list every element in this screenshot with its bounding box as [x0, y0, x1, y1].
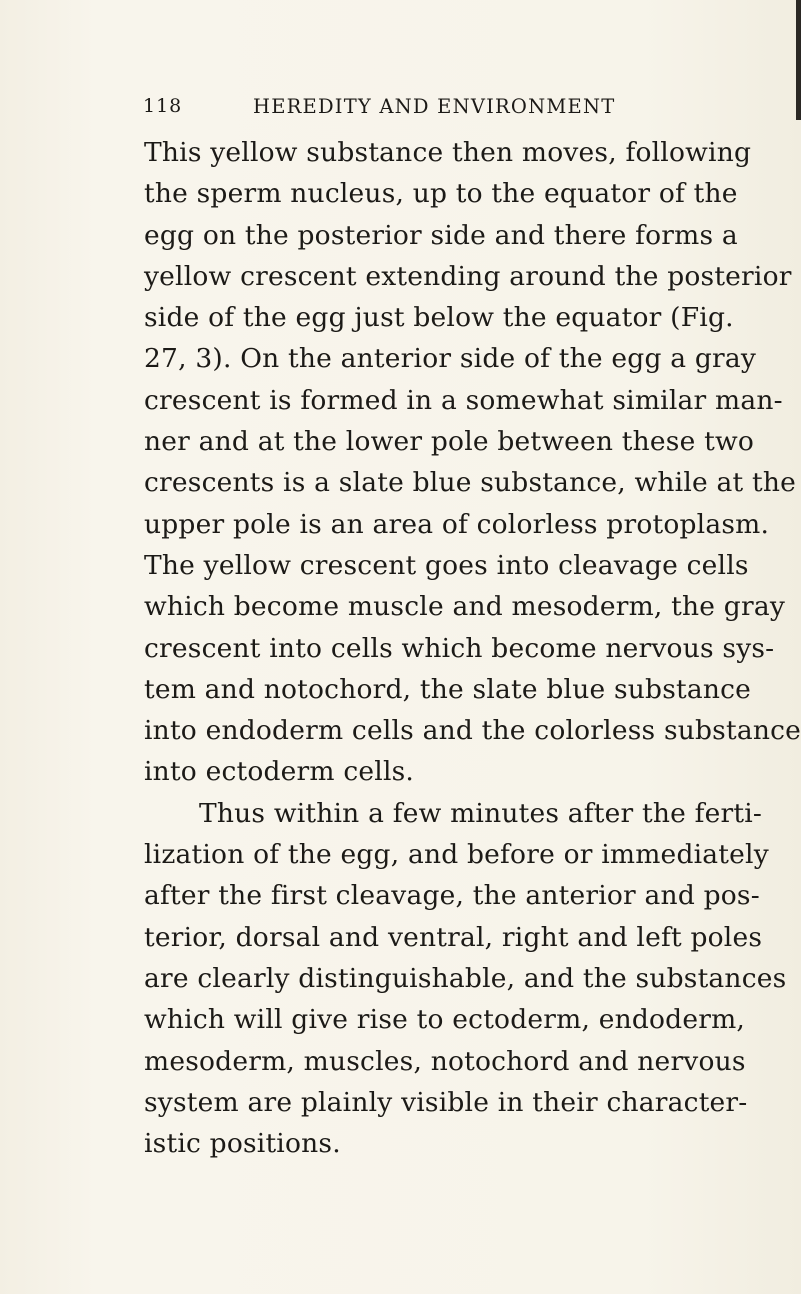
text-line: crescents is a slate blue substance, while at the [144, 467, 797, 499]
text-line: istic positions. [144, 1128, 341, 1160]
text-line: terior, dorsal and ventral, right and left poles [144, 921, 763, 953]
text-line: The yellow crescent goes into cleavage cells [144, 549, 749, 581]
text-line: egg on the posterior side and there forms a [144, 219, 738, 251]
text-line: the sperm nucleus, up to the equator of the [144, 178, 738, 210]
text-line: tem and notochord, the slate blue substance [144, 673, 752, 705]
text-line: lization of the egg, and before or immediately [144, 839, 769, 871]
text-line: This yellow substance then moves, following [144, 137, 752, 168]
running-head: HEREDITY AND ENVIRONMENT [253, 95, 616, 118]
text-line: system are plainly visible in their character- [144, 1086, 748, 1118]
page-number: 118 [143, 95, 183, 117]
text-line: which will give rise to ectoderm, endoderm, [144, 1004, 746, 1036]
page-header [143, 95, 723, 125]
text-line: crescent is formed in a somewhat similar man- [144, 384, 783, 416]
text-line: into endoderm cells and the colorless substance [144, 715, 801, 747]
body-text [144, 132, 801, 1164]
text-line: upper pole is an area of colorless protoplasm. [144, 508, 770, 540]
text-line: 27, 3). On the anterior side of the egg a gray [144, 343, 757, 375]
text-line: into ectoderm cells. [144, 756, 415, 788]
text-line: yellow crescent extending around the posterior [144, 260, 792, 292]
text-line: after the first cleavage, the anterior and pos- [144, 880, 760, 912]
text-line: side of the egg just below the equator (Fig. [144, 302, 734, 334]
text-line: are clearly distinguishable, and the substances [144, 962, 787, 994]
text-line: mesoderm, muscles, notochord and nervous [144, 1045, 746, 1077]
text-line: crescent into cells which become nervous sys- [144, 632, 775, 664]
page-edge-shadow [796, 0, 801, 120]
text-line: ner and at the lower pole between these two [144, 426, 754, 458]
text-line: which become muscle and mesoderm, the gray [144, 591, 785, 623]
paragraph-start-line: Thus within a few minutes after the ferti- [199, 797, 763, 829]
